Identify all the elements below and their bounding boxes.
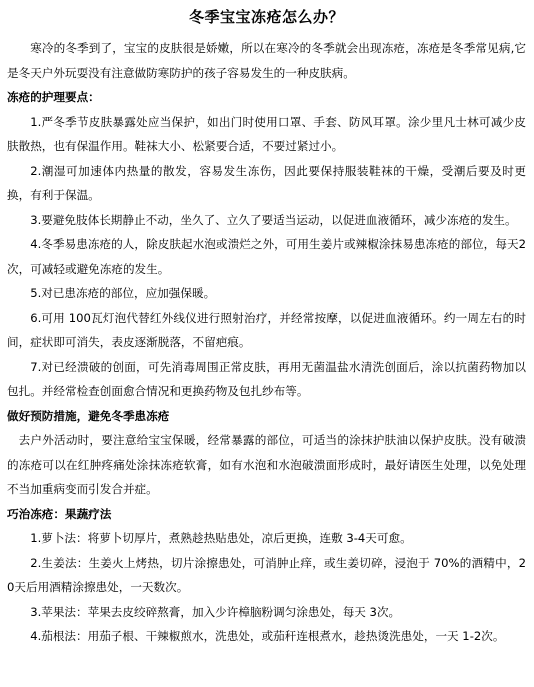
care-heading: 冻疮的护理要点： — [7, 90, 100, 104]
remedies-heading: 巧治冻疮：果蔬疗法 — [7, 506, 112, 521]
care-item-1: 1.严冬季节皮肤暴露处应当保护，如出门时使用口罩、手套、防风耳罩。涂少里凡士林可减少皮肤散热，也有保温作用。鞋袜大小、松紧要合适，不要过紧过小。 — [7, 114, 526, 153]
page-title: 冬季宝宝冻疮怎么办？ — [188, 8, 344, 26]
care-item-5: 5.对已患冻疮的部位，应加强保暖。 — [30, 286, 216, 300]
care-item-4: 4.冬季易患冻疮的人，除皮肤起水泡或溃烂之外，可用生姜片或辣椒涂抹易患冻疮的部位，每天2次，可减轻或避免冻疮的发生。 — [7, 237, 526, 276]
intro-paragraph: 寒冷的冬季到了，宝宝的皮肤很是娇嫩，所以在寒冷的冬季就会出现冻疮，冻疮是冬季常见病,它是冬天户外玩耍没有注意做防寒防护的孩子容易发生的一种皮肤病。 — [7, 41, 526, 80]
prevention-paragraph: 去户外活动时，要注意给宝宝保暖，经常暴露的部位，可适当的涂抹护肤油以保护皮肤。没有破溃的冻疮可以在红肿疼痛处涂抹冻疮软膏，如有水泡和水泡破溃面形成时，最好请医生处理，以免处理不当加重病变而引发合并症。 — [7, 433, 526, 496]
remedy-item-2: 2.生姜法：生姜火上烤热，切片涂擦患处，可消肿止痒，或生姜切碎，浸泡于 70%的酒精中，20天后用酒精涂擦患处，一天数次。 — [7, 555, 526, 594]
care-item-2: 2.潮湿可加速体内热量的散发，容易发生冻伤，因此要保持服装鞋袜的干燥，受潮后要及时更换，有利于保温。 — [7, 163, 526, 202]
remedy-item-3: 3.苹果法：苹果去皮绞碎熬膏，加入少许樟脑粉调匀涂患处，每天 3次。 — [30, 604, 401, 619]
remedy-item-4: 4.茄根法：用茄子根、干辣椒煎水，洗患处，或茄秆连根煮水，趁热烫洗患处，一天 1-2次。 — [30, 629, 505, 643]
care-item-6: 6.可用 100瓦灯泡代替红外线仪进行照射治疗，并经常按摩，以促进血液循环。约一周左右的时间，症状即可消失，表皮逐渐脱落，不留疤痕。 — [7, 310, 526, 349]
remedy-item-1: 1.萝卜法：将萝卜切厚片，煮熟趁热贴患处，凉后更换，连敷 3-4天可愈。 — [30, 531, 412, 545]
prevention-heading: 做好预防措施，避免冬季患冻疮 — [7, 408, 170, 423]
care-item-7: 7.对已经溃破的创面，可先消毒周围正常皮肤，再用无菌温盐水清洗创面后，涂以抗菌药物加以包扎。并经常检查创面愈合情况和更换药物及包扎纱布等。 — [7, 359, 526, 398]
care-item-3: 3.要避免肢体长期静止不动，坐久了、立久了要适当运动，以促进血液循环，减少冻疮的发生。 — [30, 212, 517, 227]
